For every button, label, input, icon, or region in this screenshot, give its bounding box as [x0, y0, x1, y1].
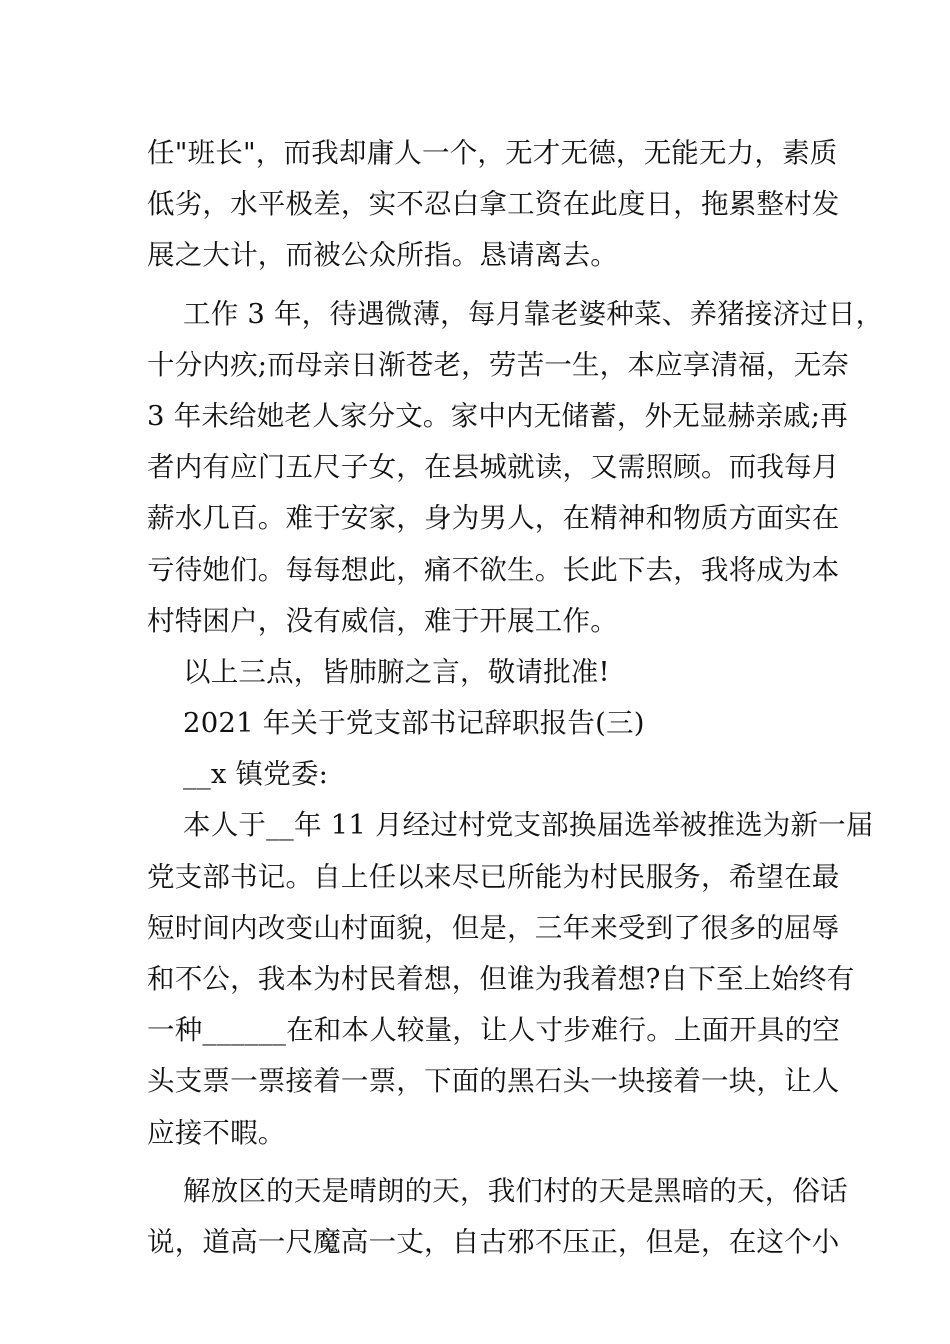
- text-line: 者内有应门五尺子女，在县城就读，又需照顾。而我每月: [147, 451, 840, 484]
- text-line: 村特困户，没有威信，难于开展工作。: [147, 604, 618, 637]
- text-line: 展之大计，而被公众所指。恳请离去。: [147, 239, 618, 272]
- paragraph-start: 以上三点，皆肺腑之言，敬请批准!: [183, 655, 610, 688]
- text-line: 薪水几百。难于安家，身为男人，在精神和物质方面实在: [147, 502, 840, 535]
- text-line: 3 年未给她老人家分文。家中内无储蓄，外无显赫亲戚;再: [147, 399, 848, 432]
- text-line: 亏待她们。每每想此，痛不欲生。长此下去，我将成为本: [147, 553, 840, 586]
- text-line: 头支票一票接着一票，下面的黑石头一块接着一块，让人: [147, 1065, 840, 1098]
- paragraph-start: 本人于__年 11 月经过村党支部换届选举被推选为新一届: [183, 809, 874, 842]
- text-line: 一种______在和本人较量，让人寸步难行。上面开具的空: [147, 1014, 841, 1047]
- text-line: 短时间内改变山村面貌，但是，三年来受到了很多的屈辱: [147, 911, 840, 944]
- text-line: 应接不暇。: [147, 1116, 286, 1149]
- document-body: [147, 128, 884, 1268]
- salutation: __x 镇党委:: [183, 758, 329, 791]
- text-line: 说，道高一尺魔高一丈，自古邪不压正，但是，在这个小: [147, 1225, 840, 1258]
- section-title: 2021 年关于党支部书记辞职报告(三): [183, 707, 645, 740]
- paragraph-start: 工作 3 年，待遇微薄，每月靠老婆种菜、养猪接济过日，: [183, 297, 884, 330]
- text-line: 任"班长"，而我却庸人一个，无才无德，无能无力，素质: [147, 137, 838, 169]
- paragraph-start: 解放区的天是晴朗的天，我们村的天是黑暗的天，俗话: [183, 1174, 848, 1207]
- text-line: 十分内疚;而母亲日渐苍老，劳苦一生，本应享清福，无奈: [147, 348, 849, 381]
- text-line: 和不公，我本为村民着想，但谁为我着想?自下至上始终有: [147, 963, 855, 995]
- text-line: 低劣，水平极差，实不忍白拿工资在此度日，拖累整村发: [147, 188, 840, 221]
- text-line: 党支部书记。自上任以来尽已所能为村民服务，希望在最: [147, 860, 840, 893]
